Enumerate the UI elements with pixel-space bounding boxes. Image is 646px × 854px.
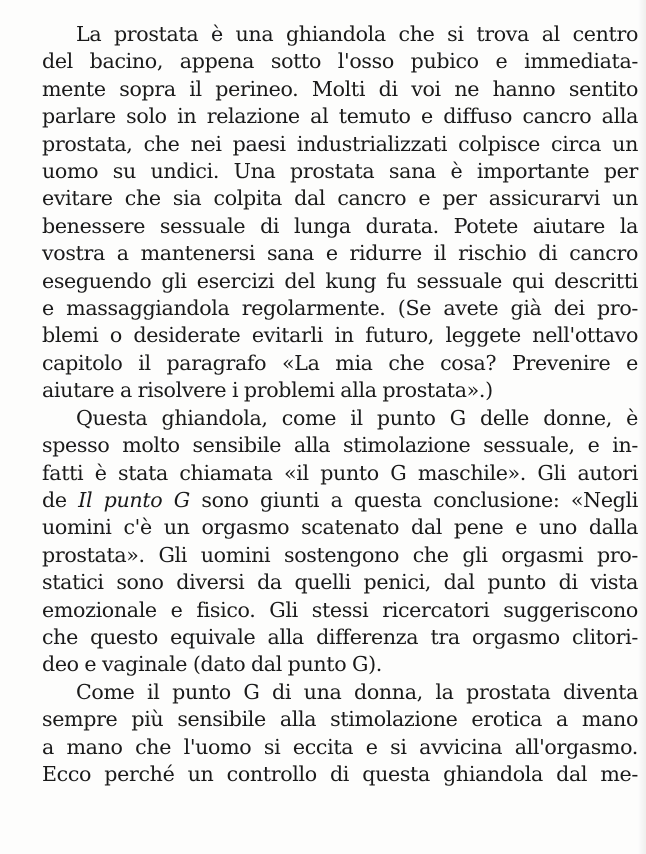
text-line: vostra a mantenersi sana e ridurre il rischio di cancro: [42, 241, 638, 266]
text-fragment: sono giunti a questa conclusione: «Negli: [189, 487, 638, 512]
body-text: [42, 21, 638, 788]
paragraph-1: [42, 21, 638, 405]
text-line: del bacino, appena sotto l'osso pubico e immediata-: [42, 49, 638, 74]
text-fragment: de: [42, 487, 79, 512]
text-line: spesso molto sensibile alla stimolazione sessuale, e in-: [42, 433, 638, 458]
text-line: Questa ghiandola, come il punto G delle donne, è: [76, 405, 638, 430]
book-title: Il punto G: [78, 487, 190, 512]
paragraph-3: [42, 679, 638, 789]
text-line: Come il punto G di una donna, la prostata diventa: [76, 679, 638, 704]
text-line: evitare che sia colpita dal cancro e per assicurarvi un: [42, 186, 638, 211]
text-line: prostata, che nei paesi industrializzati colpisce circa un: [42, 131, 638, 156]
text-line: parlare solo in relazione al temuto e diffuso cancro alla: [42, 104, 638, 129]
text-line: benessere sessuale di lunga durata. Potete aiutare la: [42, 213, 638, 238]
text-line: emozionale e fisico. Gli stessi ricercatori suggeriscono: [42, 597, 638, 622]
text-line: mente sopra il perineo. Molti di voi ne hanno sentito: [42, 76, 638, 101]
text-line: sempre più sensibile alla stimolazione erotica a mano: [42, 707, 638, 732]
text-line: blemi o desiderate evitarli in futuro, leggete nell'ottavo: [42, 323, 638, 348]
text-line-with-title: [42, 487, 638, 514]
text-line: capitolo il paragrafo «La mia che cosa? Prevenire e: [42, 350, 638, 375]
text-line: uomo su undici. Una prostata sana è importante per: [42, 159, 638, 184]
text-line: eseguendo gli esercizi del kung fu sessuale qui descritti: [42, 268, 638, 293]
text-line: e massaggiandola regolarmente. (Se avete già dei pro-: [42, 296, 638, 321]
text-line: La prostata è una ghiandola che si trova al centro: [76, 22, 638, 46]
text-line: deo e vaginale (dato dal punto G).: [42, 652, 382, 677]
paragraph-2: [42, 405, 638, 679]
text-line: prostata». Gli uomini sostengono che gli orgasmi pro-: [42, 542, 638, 567]
text-line: che questo equivale alla differenza tra orgasmo clitori-: [42, 624, 638, 649]
text-line: aiutare a risolvere i problemi alla prostata».): [42, 378, 493, 403]
text-line: fatti è stata chiamata «il punto G maschile». Gli autori: [42, 460, 638, 485]
text-line: a mano che l'uomo si eccita e si avvicina all'orgasmo.: [42, 734, 638, 759]
text-line: statici sono diversi da quelli penici, dal punto di vista: [42, 570, 638, 595]
text-line: uomini c'è un orgasmo scatenato dal pene e uno dalla: [42, 515, 638, 540]
text-line: Ecco perché un controllo di questa ghiandola dal me-: [42, 761, 638, 786]
page-edge-shadow: [638, 0, 646, 854]
